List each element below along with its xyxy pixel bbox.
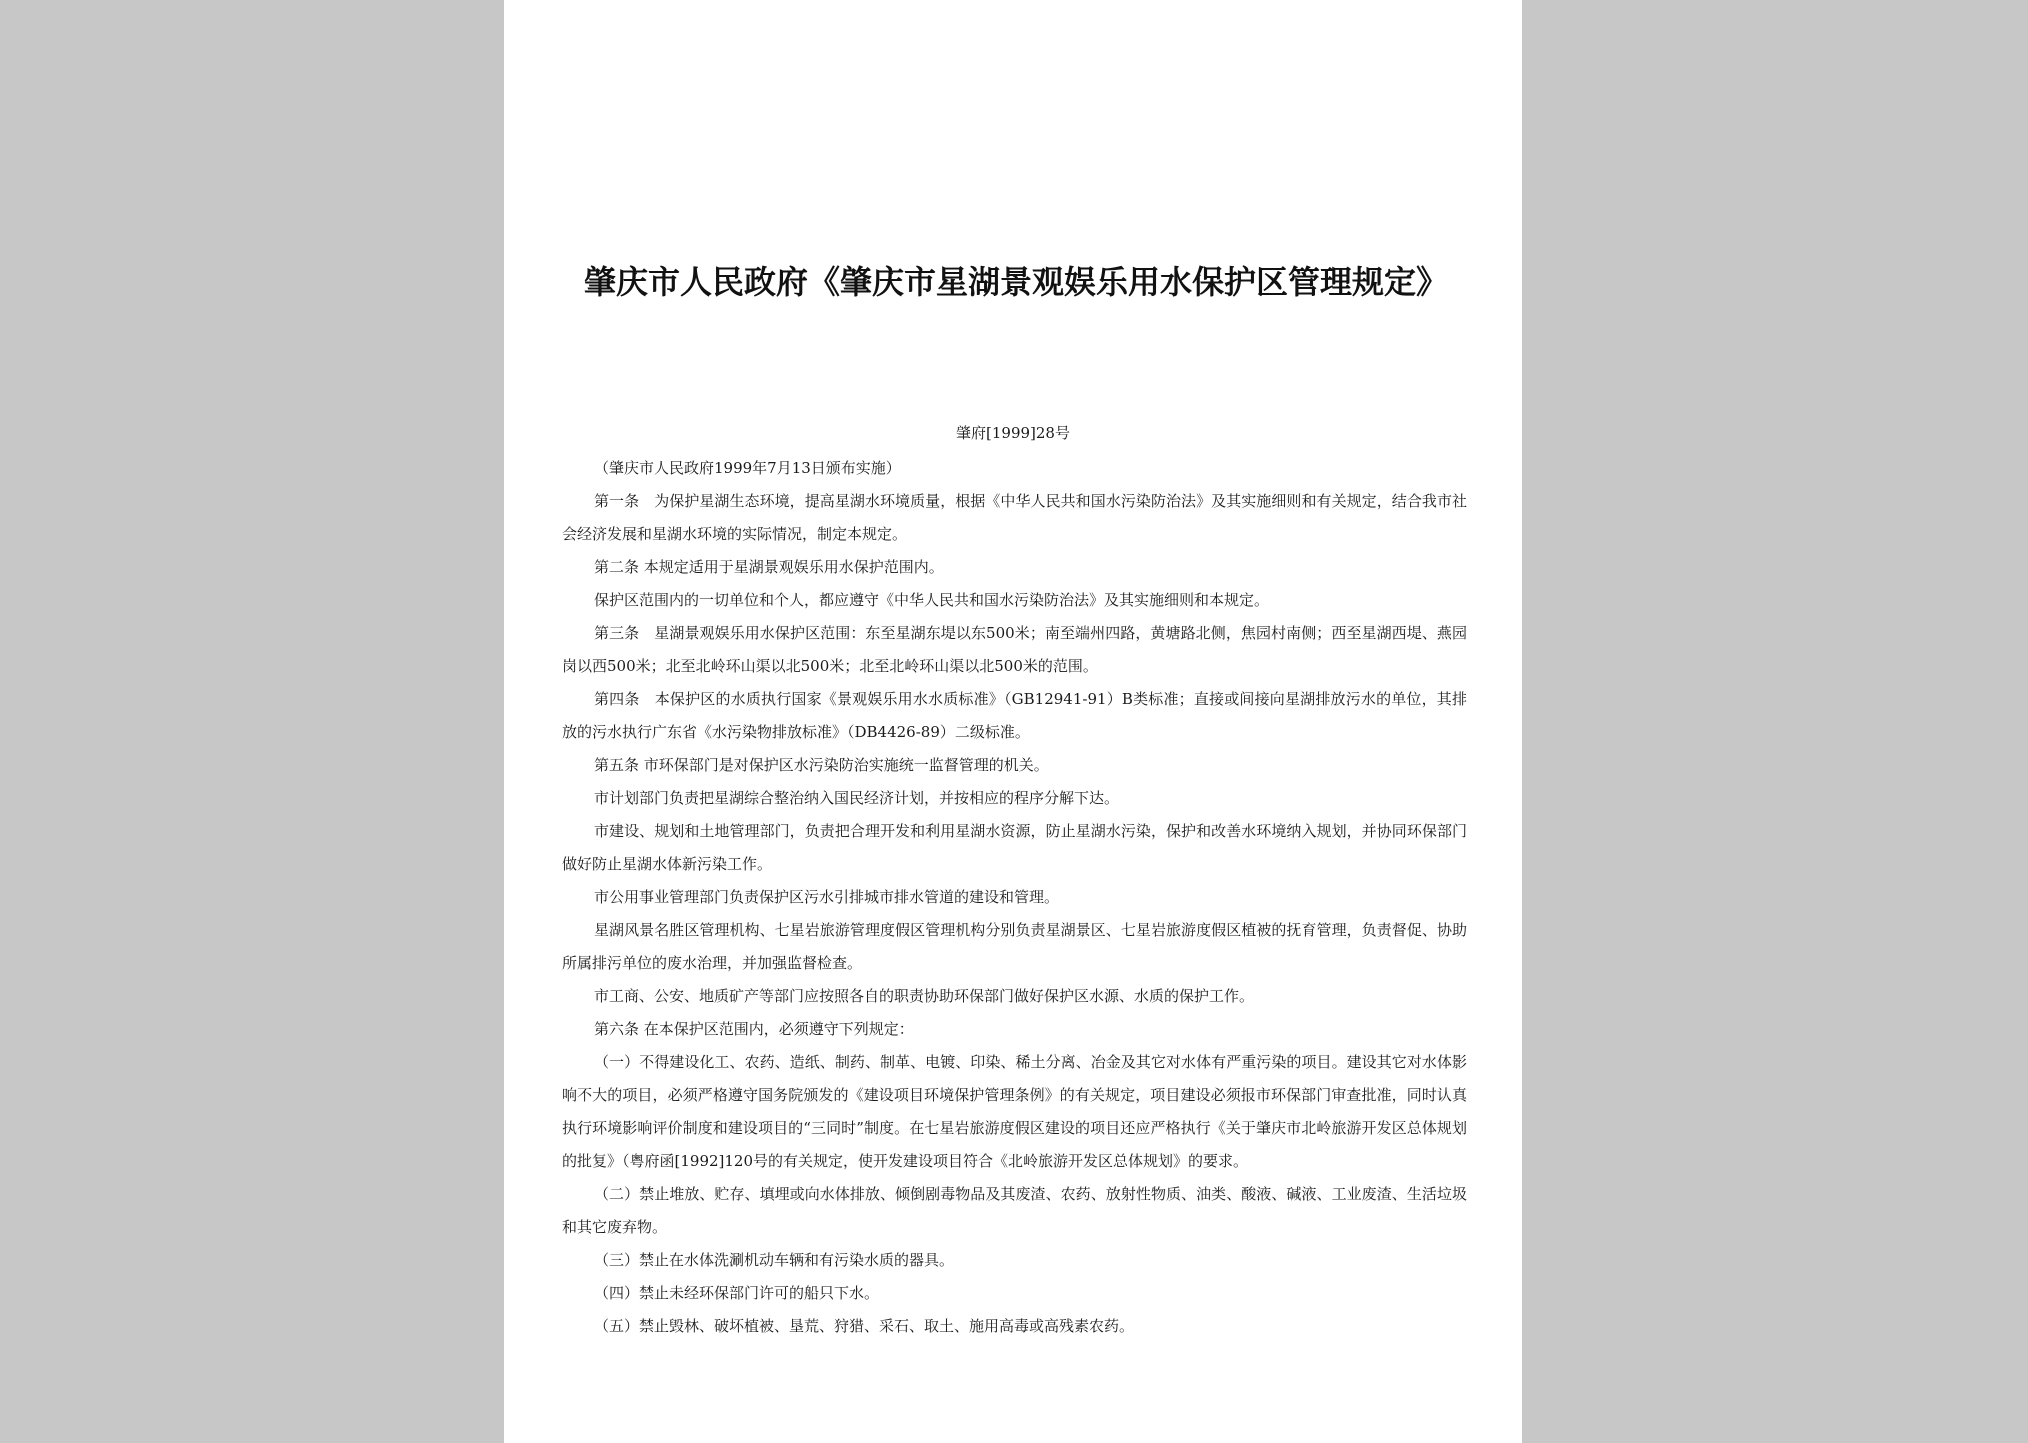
paragraph: 保护区范围内的一切单位和个人，都应遵守《中华人民共和国水污染防治法》及其实施细则和本规定。: [594, 591, 1270, 609]
paragraph: 市工商、公安、地质矿产等部门应按照各自的职责协助环保部门做好保护区水源、水质的保护工作。: [594, 987, 1255, 1005]
paragraph-item-1: （一）不得建设化工、农药、造纸、制药、制革、电镀、印染、稀土分离、冶金及其它对水体有严重污染的项目。建设其它对水体影响不大的项目，必须严格遵守国务院颁发的《建设项目环境保护管理条例》的有关规定，项目建设必须报市环保部门审查批准，同时认真执行环境影响评价制度和建设项目的“三同时”制度。在七星岩旅游度假区建设的项目还应严格执行《关于肇庆市北岭旅游开发区总体规划的批复》（粤府函[1992]120号的有关规定，使开发建设项目符合《北岭旅游开发区总体规划》的要求。: [562, 1053, 1467, 1170]
paragraph: 市建设、规划和土地管理部门，负责把合理开发和利用星湖水资源，防止星湖水污染，保护和改善水环境纳入规划，并协同环保部门做好防止星湖水体新污染工作。: [562, 822, 1467, 873]
document-page: [504, 0, 1522, 1443]
paragraph: 市公用事业管理部门负责保护区污水引排城市排水管道的建设和管理。: [594, 888, 1060, 906]
document-body: [562, 452, 1467, 1343]
paragraph-item-2: （二）禁止堆放、贮存、填埋或向水体排放、倾倒剧毒物品及其废渣、农药、放射性物质、油类、酸液、碱液、工业废渣、生活垃圾和其它废弃物。: [562, 1185, 1467, 1236]
paragraph-article-3: 第三条 星湖景观娱乐用水保护区范围：东至星湖东堤以东500米；南至端州四路，黄塘路北侧，焦园村南侧；西至星湖西堤、燕园岗以西500米；北至北岭环山渠以北500米；北至北岭环山渠以北500米的范围。: [562, 624, 1467, 675]
paragraph-item-3: （三）禁止在水体洗涮机动车辆和有污染水质的器具。: [594, 1251, 955, 1269]
paragraph-article-6: 第六条 在本保护区范围内，必须遵守下列规定：: [594, 1020, 914, 1038]
document-title: 肇庆市人民政府《肇庆市星湖景观娱乐用水保护区管理规定》: [584, 263, 1449, 301]
paragraph-article-4: 第四条 本保护区的水质执行国家《景观娱乐用水水质标准》（GB12941-91）B类标准；直接或间接向星湖排放污水的单位，其排放的污水执行广东省《水污染物排放标准》（DB4426-89）二级标准。: [562, 690, 1467, 741]
paragraph-item-4: （四）禁止未经环保部门许可的船只下水。: [594, 1284, 880, 1302]
paragraph-article-2: 第二条 本规定适用于星湖景观娱乐用水保护范围内。: [594, 558, 944, 576]
paragraph-item-5: （五）禁止毁林、破坏植被、垦荒、狩猎、采石、取土、施用高毒或高残素农药。: [594, 1317, 1135, 1335]
paragraph-article-5: 第五条 市环保部门是对保护区水污染防治实施统一监督管理的机关。: [594, 756, 1049, 774]
paragraph-article-1: 第一条 为保护星湖生态环境，提高星湖水环境质量，根据《中华人民共和国水污染防治法》及其实施细则和有关规定，结合我市社会经济发展和星湖水环境的实际情况，制定本规定。: [562, 492, 1467, 543]
document-number: 肇府[1999]28号: [956, 424, 1070, 442]
paragraph: 市计划部门负责把星湖综合整治纳入国民经济计划，并按相应的程序分解下达。: [594, 789, 1120, 807]
paragraph: 星湖风景名胜区管理机构、七星岩旅游管理度假区管理机构分别负责星湖景区、七星岩旅游度假区植被的抚育管理，负责督促、协助所属排污单位的废水治理，并加强监督检查。: [562, 921, 1467, 972]
paragraph-issue-note: （肇庆市人民政府1999年7月13日颁布实施）: [594, 459, 901, 477]
